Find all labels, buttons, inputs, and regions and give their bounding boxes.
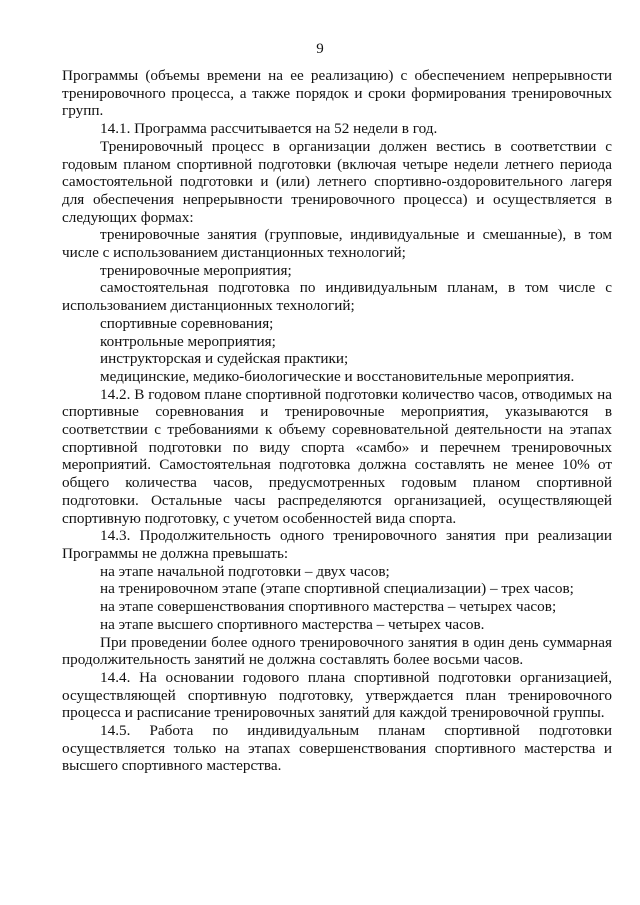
document-body bbox=[62, 67, 612, 775]
list-item-stage-highest: на этапе высшего спортивного мастерства – четырех часов. bbox=[100, 615, 485, 633]
page-number: 9 bbox=[316, 41, 324, 57]
list-item-stage-initial: на этапе начальной подготовки – двух часов; bbox=[100, 562, 390, 580]
list-item-stage-training: на тренировочном этапе (этапе спортивной специализации) – трех часов; bbox=[100, 580, 574, 598]
paragraph-14-3: 14.3. Продолжительность одного тренировочного занятия при реализации Программы не должна превышать: bbox=[62, 527, 612, 562]
list-item-medical-events: медицинские, медико-биологические и восстановительные мероприятия. bbox=[100, 367, 575, 385]
paragraph-daily-limit: При проведении более одного тренировочного занятия в один день суммарная продолжительность занятий не должна составлять более восьми часов. bbox=[62, 633, 612, 669]
list-item-training-sessions: тренировочные занятия (групповые, индивидуальные и смешанные), в том числе с использованием дистанционных технологий; bbox=[62, 226, 612, 262]
paragraph-14-1: 14.1. Программа рассчитывается на 52 недели в год. bbox=[100, 120, 438, 138]
paragraph-14-2: 14.2. В годовом плане спортивной подготовки количество часов, отводимых на спортивные соревнования и тренировочные мероприятия, указываются в соответствии с требованиями к объему соревновательной деятельности на этапах спортивной подготовки по виду спорта «самбо» и перечнем тренировочных мероприятий. Самостоятельная подготовка должна составлять не менее 10% от общего количества часов, предусмотренных годовым планом спортивной подготовки. Остальные часы распределяются организацией, осуществляющей спортивную подготовку, с учетом особенностей вида спорта. bbox=[62, 385, 612, 527]
paragraph-14-4: 14.4. На основании годового плана спортивной подготовки организацией, осуществляющей спортивную подготовку, утверждается план тренировочного процесса и расписание тренировочных занятий для каждой тренировочной группы. bbox=[62, 668, 612, 722]
paragraph-training-process: Тренировочный процесс в организации должен вестись в соответствии с годовым планом спортивной подготовки (включая четыре недели летнего периода самостоятельной подготовки и (или) летнего спортивно-оздоровительного лагеря для обеспечения непрерывности тренировочного процесса) и осуществляется в следующих формах: bbox=[62, 137, 612, 226]
list-item-competitions: спортивные соревнования; bbox=[100, 314, 274, 332]
paragraph-programs-continuation: Программы (объемы времени на ее реализацию) с обеспечением непрерывности тренировочного процесса, а также порядок и сроки формирования тренировочных групп. bbox=[62, 67, 612, 120]
paragraph-14-5: 14.5. Работа по индивидуальным планам спортивной подготовки осуществляется только на этапах совершенствования спортивного мастерства и высшего спортивного мастерства. bbox=[62, 722, 612, 775]
list-item-independent-training: самостоятельная подготовка по индивидуальным планам, в том числе с использованием дистанционных технологий; bbox=[62, 279, 612, 315]
list-item-control-events: контрольные мероприятия; bbox=[100, 332, 276, 350]
list-item-stage-improvement: на этапе совершенствования спортивного мастерства – четырех часов; bbox=[100, 598, 557, 616]
list-item-instructor-practice: инструкторская и судейская практики; bbox=[100, 350, 349, 368]
list-item-training-events: тренировочные мероприятия; bbox=[100, 261, 292, 279]
